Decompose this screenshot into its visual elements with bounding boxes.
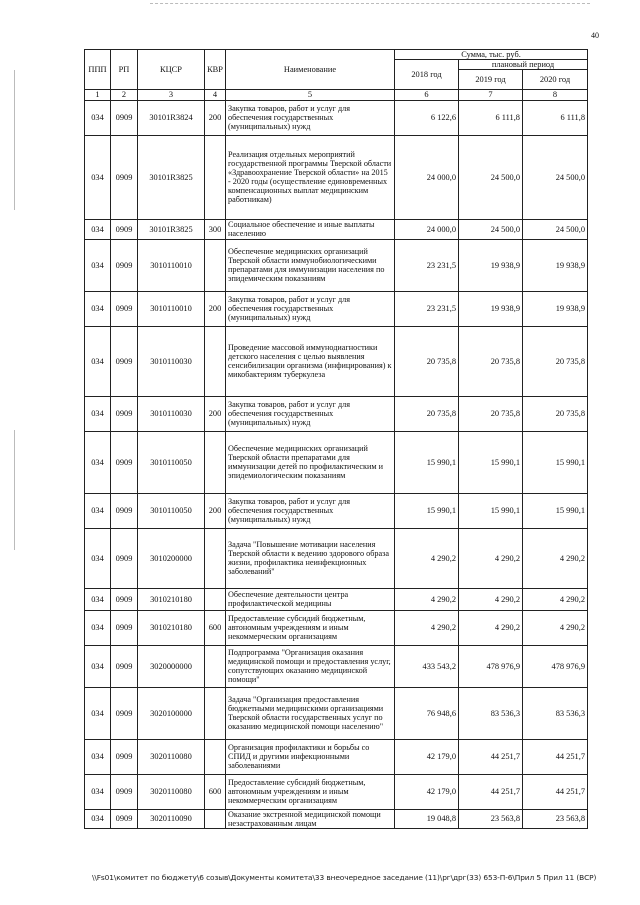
header-planned-period: плановый период [459,60,588,70]
cell-ppp: 034 [85,431,111,493]
cell-amount-2018: 6 122,6 [395,100,459,135]
cell-kvr [205,135,226,219]
cell-rp: 0909 [111,431,138,493]
cell-rp: 0909 [111,588,138,610]
cell-ppp: 034 [85,809,111,828]
table-row [85,774,588,809]
column-index: 1 [85,90,111,100]
column-index: 7 [459,90,523,100]
cell-ppp: 034 [85,774,111,809]
cell-name: Социальное обеспечение и иные выплаты населению [226,219,395,239]
cell-kvr [205,809,226,828]
cell-amount-2020: 24 500,0 [523,135,588,219]
cell-amount-2018: 23 231,5 [395,239,459,291]
cell-name: Закупка товаров, работ и услуг для обеспечения государственных (муниципальных) нужд [226,396,395,431]
cell-name: Реализация отдельных мероприятий государственной программы Тверской области «Здравоохранение Тверской области» на 2015 - 2020 годы (осуществление единовременных компенсационных выплат медицинским работникам) [226,135,395,219]
cell-amount-2020: 4 290,2 [523,588,588,610]
column-index: 6 [395,90,459,100]
table-row [85,739,588,774]
cell-kvr [205,588,226,610]
cell-ppp: 034 [85,135,111,219]
cell-ppp: 034 [85,396,111,431]
table-row [85,291,588,326]
cell-name: Проведение массовой иммунодиагностики детского населения с целью выявления сенсибилизации организма (инфицирования) к микобактериям туберкулеза [226,326,395,396]
cell-rp: 0909 [111,135,138,219]
cell-amount-2018: 15 990,1 [395,493,459,528]
column-index: 4 [205,90,226,100]
cell-name: Предоставление субсидий бюджетным, автономным учреждениям и иным некоммерческим организациям [226,774,395,809]
cell-amount-2020: 24 500,0 [523,219,588,239]
cell-kvr [205,528,226,588]
cell-amount-2019: 15 990,1 [459,431,523,493]
header-rp: РП [111,50,138,90]
cell-ppp: 034 [85,239,111,291]
cell-amount-2019: 4 290,2 [459,610,523,645]
cell-amount-2018: 76 948,6 [395,687,459,739]
table-row [85,100,588,135]
cell-amount-2018: 24 000,0 [395,135,459,219]
cell-name: Закупка товаров, работ и услуг для обеспечения государственных (муниципальных) нужд [226,291,395,326]
cell-ppp: 034 [85,219,111,239]
cell-amount-2019: 44 251,7 [459,739,523,774]
cell-ppp: 034 [85,687,111,739]
cell-amount-2019: 19 938,9 [459,291,523,326]
cell-amount-2019: 4 290,2 [459,528,523,588]
footer-file-path: \\Fs01\комитет по бюджету\6 созыв\Документы комитета\33 внеочередное заседание (11)\рг\дрг(33) 653-П-6\Прил 5 Прил 11 (ВСР) [92,873,597,882]
cell-amount-2018: 24 000,0 [395,219,459,239]
column-index: 3 [138,90,205,100]
cell-amount-2018: 23 231,5 [395,291,459,326]
cell-amount-2020: 20 735,8 [523,396,588,431]
cell-amount-2019: 23 563,8 [459,809,523,828]
cell-amount-2019: 83 536,3 [459,687,523,739]
cell-amount-2019: 20 735,8 [459,396,523,431]
cell-amount-2019: 24 500,0 [459,135,523,219]
cell-name: Оказание экстренной медицинской помощи незастрахованным лицам [226,809,395,828]
header-year-2018: 2018 год [395,60,459,90]
cell-name: Задача "Организация предоставления бюджетными медицинскими организациями Тверской области государственных услуг по оказанию медицинской помощи населению" [226,687,395,739]
table-row [85,135,588,219]
cell-kcsr: 3010210180 [138,610,205,645]
cell-kvr: 200 [205,493,226,528]
cell-amount-2018: 4 290,2 [395,588,459,610]
budget-table [84,49,588,829]
cell-kvr: 300 [205,219,226,239]
cell-rp: 0909 [111,610,138,645]
table-row [85,326,588,396]
cell-rp: 0909 [111,687,138,739]
cell-kvr [205,687,226,739]
cell-ppp: 034 [85,528,111,588]
cell-amount-2018: 433 543,2 [395,645,459,687]
table-row [85,493,588,528]
cell-kcsr: 3010210180 [138,588,205,610]
cell-amount-2018: 20 735,8 [395,396,459,431]
cell-amount-2020: 4 290,2 [523,610,588,645]
header-year-2019: 2019 год [459,70,523,90]
table-body [85,100,588,828]
cell-kvr: 600 [205,610,226,645]
cell-amount-2018: 4 290,2 [395,610,459,645]
cell-name: Закупка товаров, работ и услуг для обеспечения государственных (муниципальных) нужд [226,100,395,135]
cell-kcsr: 3020110080 [138,739,205,774]
cell-amount-2018: 20 735,8 [395,326,459,396]
cell-kvr: 600 [205,774,226,809]
cell-ppp: 034 [85,588,111,610]
cell-kvr [205,431,226,493]
cell-amount-2020: 15 990,1 [523,493,588,528]
cell-amount-2020: 20 735,8 [523,326,588,396]
cell-amount-2020: 23 563,8 [523,809,588,828]
table-row [85,239,588,291]
cell-kvr [205,326,226,396]
cell-rp: 0909 [111,219,138,239]
table-row [85,431,588,493]
cell-kvr: 200 [205,291,226,326]
table-header [85,50,588,101]
cell-rp: 0909 [111,774,138,809]
cell-ppp: 034 [85,326,111,396]
cell-rp: 0909 [111,326,138,396]
header-year-2020: 2020 год [523,70,588,90]
cell-rp: 0909 [111,645,138,687]
cell-kcsr: 3020100000 [138,687,205,739]
cell-amount-2019: 4 290,2 [459,588,523,610]
cell-name: Закупка товаров, работ и услуг для обеспечения государственных (муниципальных) нужд [226,493,395,528]
column-index: 2 [111,90,138,100]
column-index: 8 [523,90,588,100]
cell-amount-2018: 4 290,2 [395,528,459,588]
cell-rp: 0909 [111,291,138,326]
cell-amount-2019: 19 938,9 [459,239,523,291]
cell-amount-2020: 15 990,1 [523,431,588,493]
cell-amount-2020: 19 938,9 [523,291,588,326]
cell-amount-2020: 478 976,9 [523,645,588,687]
cell-amount-2020: 6 111,8 [523,100,588,135]
cell-kvr: 200 [205,396,226,431]
cell-amount-2019: 24 500,0 [459,219,523,239]
cell-kcsr: 3010110030 [138,326,205,396]
scan-margin-mark [14,70,15,210]
cell-kcsr: 30101R3825 [138,135,205,219]
cell-kcsr: 30101R3824 [138,100,205,135]
page-number: 40 [591,31,599,40]
cell-kvr [205,645,226,687]
header-name: Наименование [226,50,395,90]
cell-amount-2020: 4 290,2 [523,528,588,588]
cell-kcsr: 3010110010 [138,239,205,291]
table-row [85,588,588,610]
cell-kcsr: 3010110050 [138,431,205,493]
cell-amount-2019: 6 111,8 [459,100,523,135]
cell-rp: 0909 [111,528,138,588]
table-row [85,809,588,828]
scan-margin-mark [14,430,15,550]
cell-ppp: 034 [85,739,111,774]
cell-kcsr: 3010110030 [138,396,205,431]
cell-name: Обеспечение медицинских организаций Тверской области иммунобиологическими препаратами для иммунизации населения по эпидемическим показаниям [226,239,395,291]
scan-top-line [150,3,590,5]
cell-ppp: 034 [85,291,111,326]
cell-rp: 0909 [111,396,138,431]
cell-kcsr: 30101R3825 [138,219,205,239]
cell-kcsr: 3020000000 [138,645,205,687]
cell-kcsr: 3010110050 [138,493,205,528]
cell-name: Обеспечение медицинских организаций Тверской области препаратами для иммунизации детей по профилактическим и эпидемиологическим показаниям [226,431,395,493]
cell-amount-2020: 19 938,9 [523,239,588,291]
cell-rp: 0909 [111,809,138,828]
cell-amount-2018: 15 990,1 [395,431,459,493]
cell-ppp: 034 [85,100,111,135]
header-kcsr: КЦСР [138,50,205,90]
cell-amount-2018: 42 179,0 [395,739,459,774]
cell-rp: 0909 [111,493,138,528]
cell-amount-2019: 15 990,1 [459,493,523,528]
cell-amount-2019: 44 251,7 [459,774,523,809]
cell-name: Подпрограмма "Организация оказания медицинской помощи и предоставления услуг, сопутствующих оказанию медицинской помощи" [226,645,395,687]
cell-name: Задача "Повышение мотивации населения Тверской области к ведению здорового образа жизни, профилактика неинфекционных заболеваний" [226,528,395,588]
cell-amount-2020: 44 251,7 [523,774,588,809]
table-row [85,610,588,645]
cell-kcsr: 3020110080 [138,774,205,809]
cell-kcsr: 3010200000 [138,528,205,588]
cell-ppp: 034 [85,610,111,645]
cell-amount-2019: 478 976,9 [459,645,523,687]
cell-kvr: 200 [205,100,226,135]
cell-kcsr: 3010110010 [138,291,205,326]
cell-name: Предоставление субсидий бюджетным, автономным учреждениям и иным некоммерческим организациям [226,610,395,645]
header-sum-title: Сумма, тыс. руб. [395,50,588,60]
cell-kcsr: 3020110090 [138,809,205,828]
cell-amount-2020: 44 251,7 [523,739,588,774]
column-index: 5 [226,90,395,100]
cell-rp: 0909 [111,239,138,291]
cell-ppp: 034 [85,645,111,687]
cell-name: Обеспечение деятельности центра профилактической медицины [226,588,395,610]
column-index-row [85,90,588,100]
cell-rp: 0909 [111,739,138,774]
header-ppp: ППП [85,50,111,90]
cell-amount-2018: 19 048,8 [395,809,459,828]
table-row [85,528,588,588]
cell-name: Организация профилактики и борьбы со СПИД и другими инфекционными заболеваниями [226,739,395,774]
table-row [85,687,588,739]
cell-amount-2020: 83 536,3 [523,687,588,739]
cell-kvr [205,739,226,774]
table-row [85,645,588,687]
table-row [85,219,588,239]
cell-rp: 0909 [111,100,138,135]
header-kvr: КВР [205,50,226,90]
cell-amount-2018: 42 179,0 [395,774,459,809]
cell-amount-2019: 20 735,8 [459,326,523,396]
table-row [85,396,588,431]
cell-ppp: 034 [85,493,111,528]
cell-kvr [205,239,226,291]
